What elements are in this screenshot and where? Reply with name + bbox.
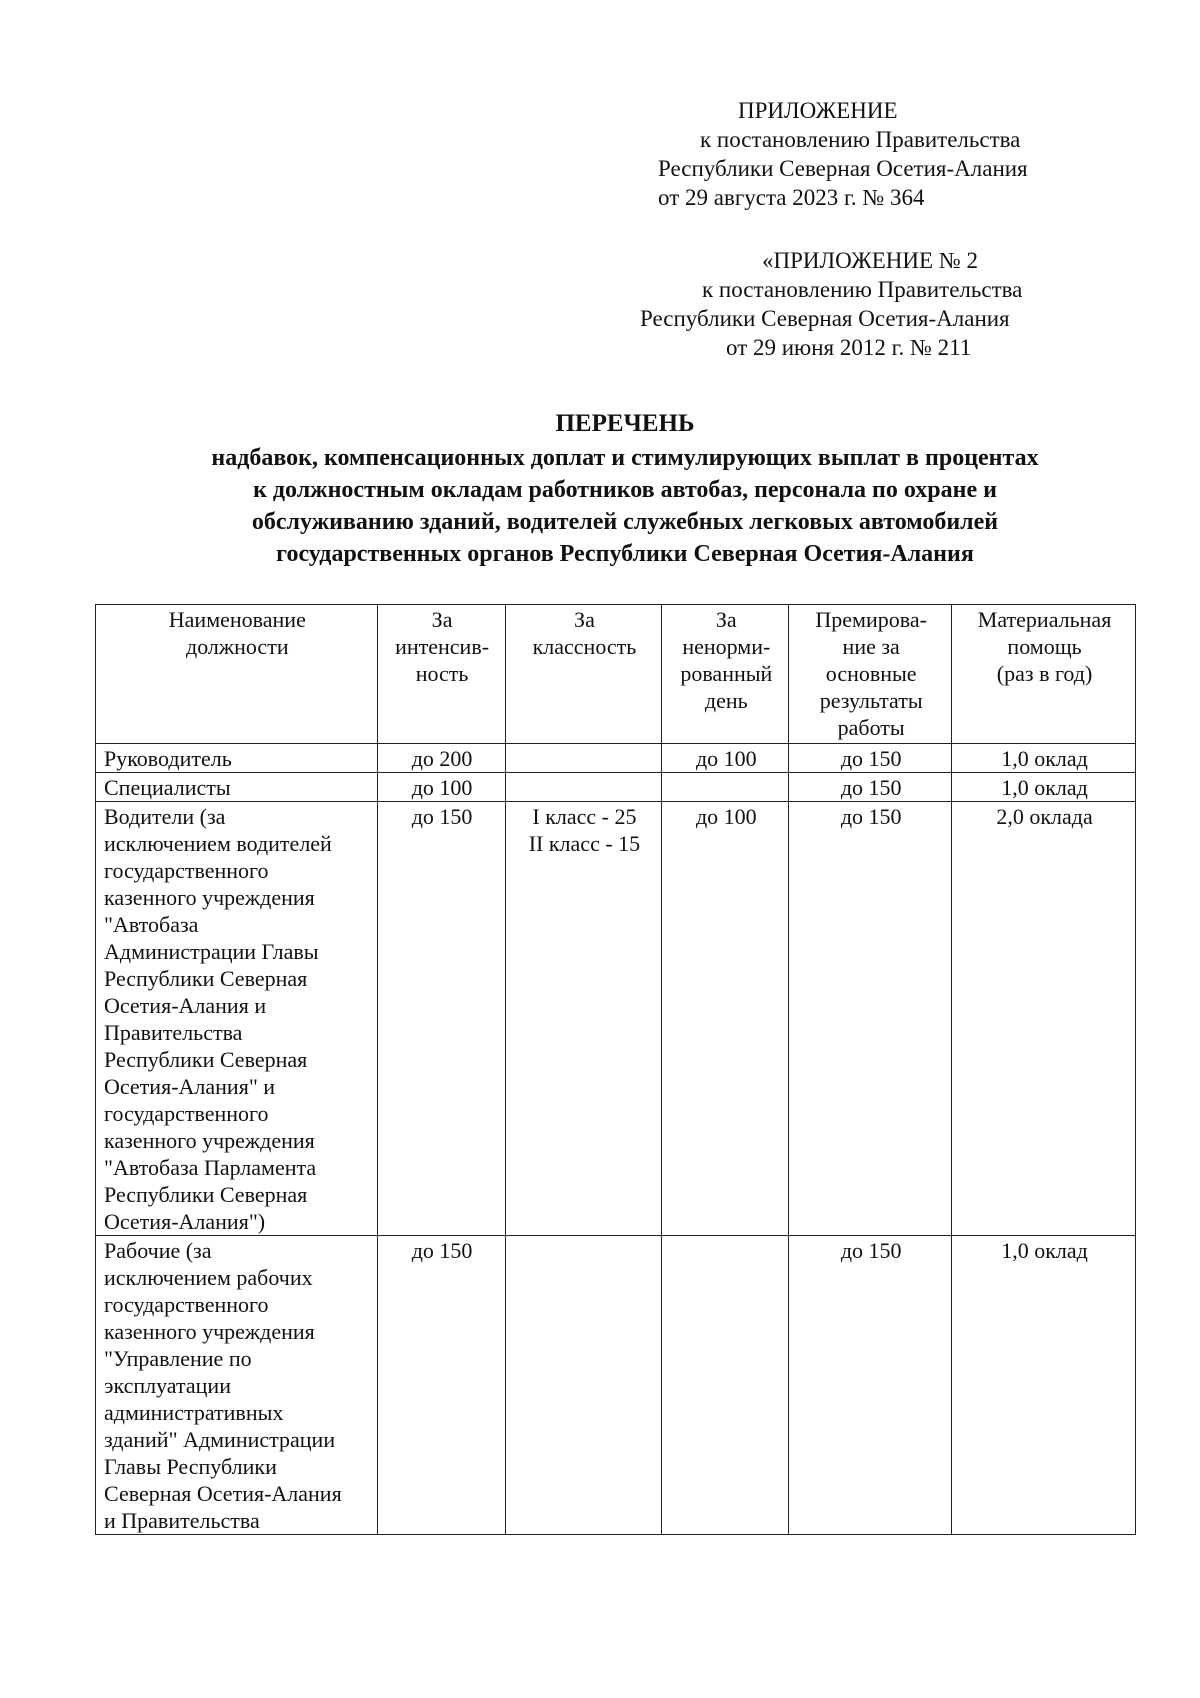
cell-material-aid: 1,0 оклад	[952, 744, 1136, 773]
cell-position: Водители (за исключением водителей государственного казенного учреждения "Автобаза Администрации Главы Республики Северная Осетия-Алания и Правительства Республики Северная Осетия-Алания" и государственного казенного учреждения "Автобаза Парламента Республики Северная Осетия-Алания")	[96, 802, 378, 1236]
header-intensity: За интенсив- ность	[377, 605, 505, 744]
cell-class	[505, 773, 662, 802]
cell-intensity: до 200	[377, 744, 505, 773]
title-main: ПЕРЕЧЕНЬ	[555, 410, 695, 437]
cell-bonus: до 150	[789, 744, 952, 773]
table-row	[96, 1236, 1136, 1535]
cell-position: Специалисты	[96, 773, 378, 802]
allowance-table	[95, 604, 1136, 1535]
title-line-1: надбавок, компенсационных доплат и стимулирующих выплат в процентах	[211, 445, 1039, 471]
title-line-2: к должностным окладам работников автобаз, персонала по охране и	[253, 477, 997, 503]
cell-intensity: до 150	[377, 802, 505, 1236]
cell-class: I класс - 25 II класс - 15	[505, 802, 662, 1236]
header-irregular-day: За ненорми- рованный день	[662, 605, 789, 744]
title-line-3: обслуживанию зданий, водителей служебных легковых автомобилей	[251, 509, 999, 535]
table-row	[96, 773, 1136, 802]
cell-position: Руководитель	[96, 744, 378, 773]
cell-irregular-day	[662, 1236, 789, 1535]
cell-irregular-day: до 100	[662, 744, 789, 773]
cell-class	[505, 1236, 662, 1535]
appendix-current-block	[658, 96, 1160, 212]
table-header-row	[96, 605, 1136, 744]
cell-irregular-day	[662, 773, 789, 802]
cell-material-aid: 2,0 оклада	[952, 802, 1136, 1236]
cell-class	[505, 744, 662, 773]
cell-intensity: до 150	[377, 1236, 505, 1535]
table-row	[96, 744, 1136, 773]
appendix-date-number: от 29 августа 2023 г. № 364	[658, 185, 925, 210]
cell-material-aid: 1,0 оклад	[952, 773, 1136, 802]
table-row	[96, 802, 1136, 1236]
appendix-original-block	[640, 246, 1100, 362]
cell-irregular-day: до 100	[662, 802, 789, 1236]
cell-material-aid: 1,0 оклад	[952, 1236, 1136, 1535]
cell-bonus: до 150	[789, 1236, 952, 1535]
appendix-original-republic: Республики Северная Осетия-Алания	[640, 306, 1010, 331]
header-class: За классность	[505, 605, 662, 744]
cell-intensity: до 100	[377, 773, 505, 802]
appendix-reference: к постановлению Правительства	[700, 127, 1021, 152]
header-material-aid: Материальная помощь (раз в год)	[952, 605, 1136, 744]
cell-bonus: до 150	[789, 773, 952, 802]
cell-position: Рабочие (за исключением рабочих государственного казенного учреждения "Управление по эксплуатации административных зданий" Администрации Главы Республики Северная Осетия-Алания и Правительства	[96, 1236, 378, 1535]
cell-bonus: до 150	[789, 802, 952, 1236]
header-bonus: Премирова- ние за основные результаты работы	[789, 605, 952, 744]
appendix-original-date-number: от 29 июня 2012 г. № 211	[726, 335, 972, 360]
appendix-original-heading: «ПРИЛОЖЕНИЕ № 2	[762, 248, 979, 273]
appendix-original-reference: к постановлению Правительства	[702, 277, 1023, 302]
appendix-heading: ПРИЛОЖЕНИЕ	[738, 98, 898, 123]
appendix-republic: Республики Северная Осетия-Алания	[658, 156, 1028, 181]
document-title	[60, 408, 1190, 570]
header-position-name: Наименование должности	[96, 605, 378, 744]
title-line-4: государственных органов Республики Северная Осетия-Алания	[276, 541, 974, 567]
